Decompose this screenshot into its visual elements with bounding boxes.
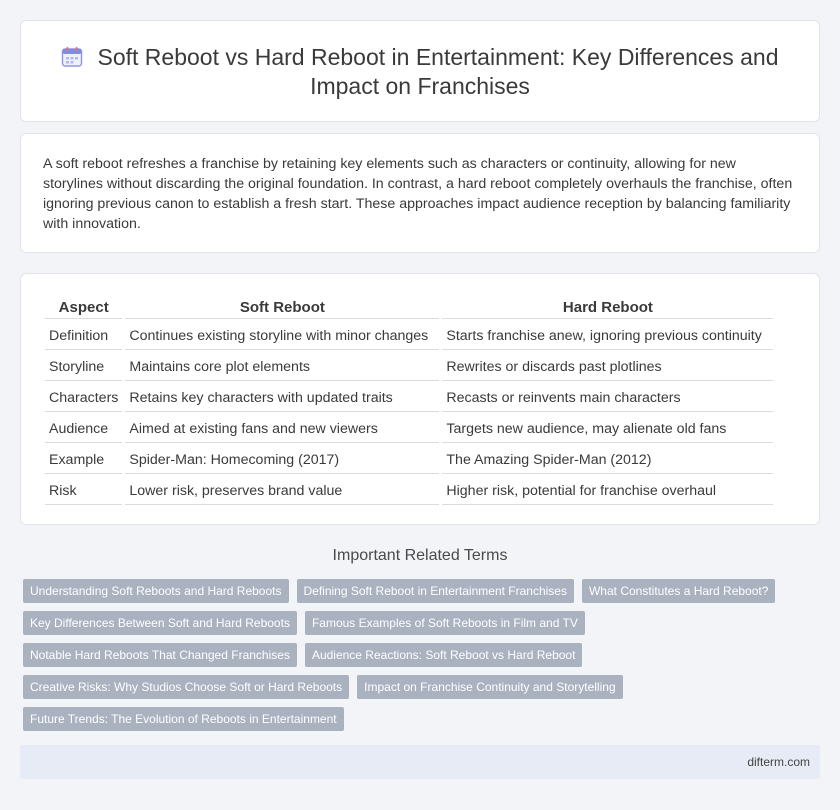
table-cell: Example <box>45 446 122 474</box>
page-title-text: Soft Reboot vs Hard Reboot in Entertainment: Key Differences and Impact on Franchises <box>97 44 779 99</box>
footer <box>20 745 820 779</box>
related-term-link[interactable]: Notable Hard Reboots That Changed Franchises <box>23 643 297 667</box>
table-cell: Risk <box>45 477 122 505</box>
related-term-link[interactable]: Audience Reactions: Soft Reboot vs Hard Reboot <box>305 643 582 667</box>
intro-text: A soft reboot refreshes a franchise by retaining key elements such as characters or continuity, allowing for new storylines without discarding the original foundation. In contrast, a hard reboot completely overhauls the franchise, often ignoring previous canon to establish a fresh start. These approaches impact audience reception by balancing familiarity with innovation. <box>43 156 793 232</box>
table-cell: Lower risk, preserves brand value <box>125 477 439 505</box>
column-header-soft-reboot: Soft Reboot <box>125 297 439 319</box>
table-cell: Recasts or reinvents main characters <box>442 384 773 412</box>
related-terms-list <box>23 579 803 731</box>
related-terms-title: Important Related Terms <box>332 547 508 564</box>
table-cell: Aimed at existing fans and new viewers <box>125 415 439 443</box>
table-cell: Higher risk, potential for franchise overhaul <box>442 477 773 505</box>
related-term-link[interactable]: Future Trends: The Evolution of Reboots in Entertainment <box>23 707 344 731</box>
table-cell: Storyline <box>45 353 122 381</box>
calendar-icon <box>61 46 83 68</box>
table-row <box>45 353 773 381</box>
table-row <box>45 446 773 474</box>
page-title <box>61 43 779 101</box>
related-term-link[interactable]: Understanding Soft Reboots and Hard Reboots <box>23 579 289 603</box>
table-cell: Audience <box>45 415 122 443</box>
related-term-link[interactable]: What Constitutes a Hard Reboot? <box>582 579 775 603</box>
table-cell: Targets new audience, may alienate old fans <box>442 415 773 443</box>
table-cell: Spider-Man: Homecoming (2017) <box>125 446 439 474</box>
table-row <box>45 415 773 443</box>
footer-site-link[interactable]: difterm.com <box>747 755 810 769</box>
table-row <box>45 384 773 412</box>
table-cell: The Amazing Spider-Man (2012) <box>442 446 773 474</box>
table-cell: Characters <box>45 384 122 412</box>
related-term-link[interactable]: Impact on Franchise Continuity and Storytelling <box>357 675 622 699</box>
related-term-link[interactable]: Defining Soft Reboot in Entertainment Franchises <box>297 579 574 603</box>
related-term-link[interactable]: Key Differences Between Soft and Hard Reboots <box>23 611 297 635</box>
table-cell: Continues existing storyline with minor changes <box>125 322 439 350</box>
table-cell: Definition <box>45 322 122 350</box>
comparison-card <box>20 273 820 525</box>
title-wrap <box>21 43 819 101</box>
table-cell: Retains key characters with updated traits <box>125 384 439 412</box>
table-row <box>45 322 773 350</box>
related-term-link[interactable]: Famous Examples of Soft Reboots in Film and TV <box>305 611 585 635</box>
table-cell: Rewrites or discards past plotlines <box>442 353 773 381</box>
column-header-aspect: Aspect <box>45 297 122 319</box>
header-card <box>20 20 820 122</box>
intro-card <box>20 133 820 253</box>
comparison-table <box>42 294 776 508</box>
table-cell: Maintains core plot elements <box>125 353 439 381</box>
table-header-row <box>45 297 773 319</box>
table-cell: Starts franchise anew, ignoring previous continuity <box>442 322 773 350</box>
column-header-hard-reboot: Hard Reboot <box>442 297 773 319</box>
related-term-link[interactable]: Creative Risks: Why Studios Choose Soft or Hard Reboots <box>23 675 349 699</box>
table-row <box>45 477 773 505</box>
